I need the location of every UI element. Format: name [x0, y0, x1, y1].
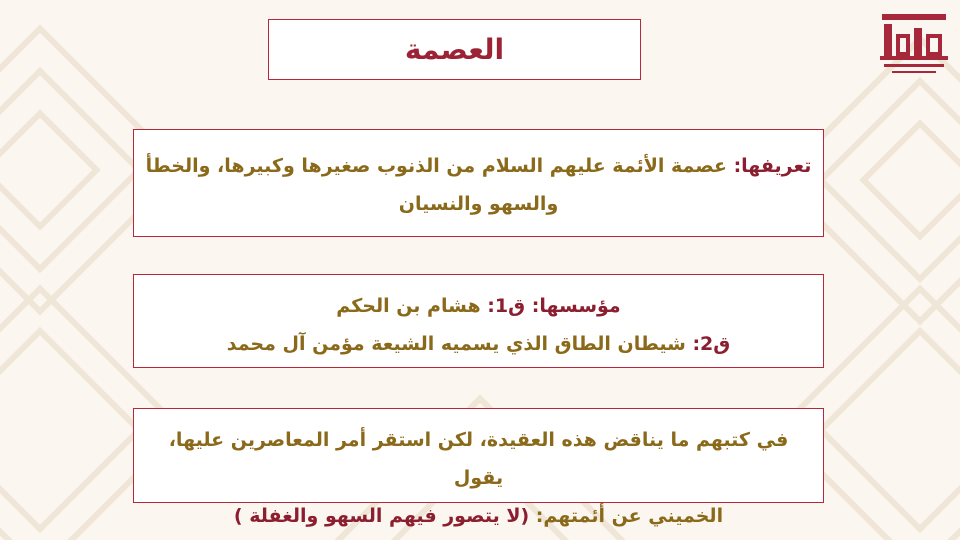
definition-line-1 — [144, 147, 813, 185]
logo-emblem-icon — [878, 10, 950, 80]
note-quote: (لا يتصور فيهم السهو والغفلة ) — [233, 505, 530, 527]
page-title: العصمة — [404, 33, 505, 66]
definition-text-line1: عصمة الأئمة عليهم السلام من الذنوب صغيرها وكبيرها، والخطأ — [145, 155, 727, 177]
definition-label: تعريفها: — [733, 155, 812, 177]
definition-box — [133, 129, 824, 237]
note-line-1: في كتبهم ما يناقض هذه العقيدة، لكن استقر أمر المعاصرين عليها، يقول — [168, 429, 789, 489]
founders-line-2 — [144, 325, 813, 363]
note-box — [133, 408, 824, 527]
founder-item2-label: ق2: — [692, 333, 731, 355]
founder-item1-text: هشام بن الحكم — [336, 295, 481, 317]
logo — [878, 10, 950, 80]
founders-line-1 — [144, 287, 813, 325]
founders-label: مؤسسها: — [531, 295, 621, 317]
founder-item2-text: شيطان الطاق الذي يسميه الشيعة مؤمن آل محمد — [226, 333, 686, 355]
definition-text-line2: والسهو والنسيان — [398, 193, 559, 215]
note-line2-prefix: الخميني عن أئمتهم: — [535, 505, 724, 527]
founders-box — [133, 274, 824, 368]
title-box — [268, 19, 641, 80]
note-line-2 — [144, 497, 813, 535]
founder-item1-label: ق1: — [487, 295, 526, 317]
